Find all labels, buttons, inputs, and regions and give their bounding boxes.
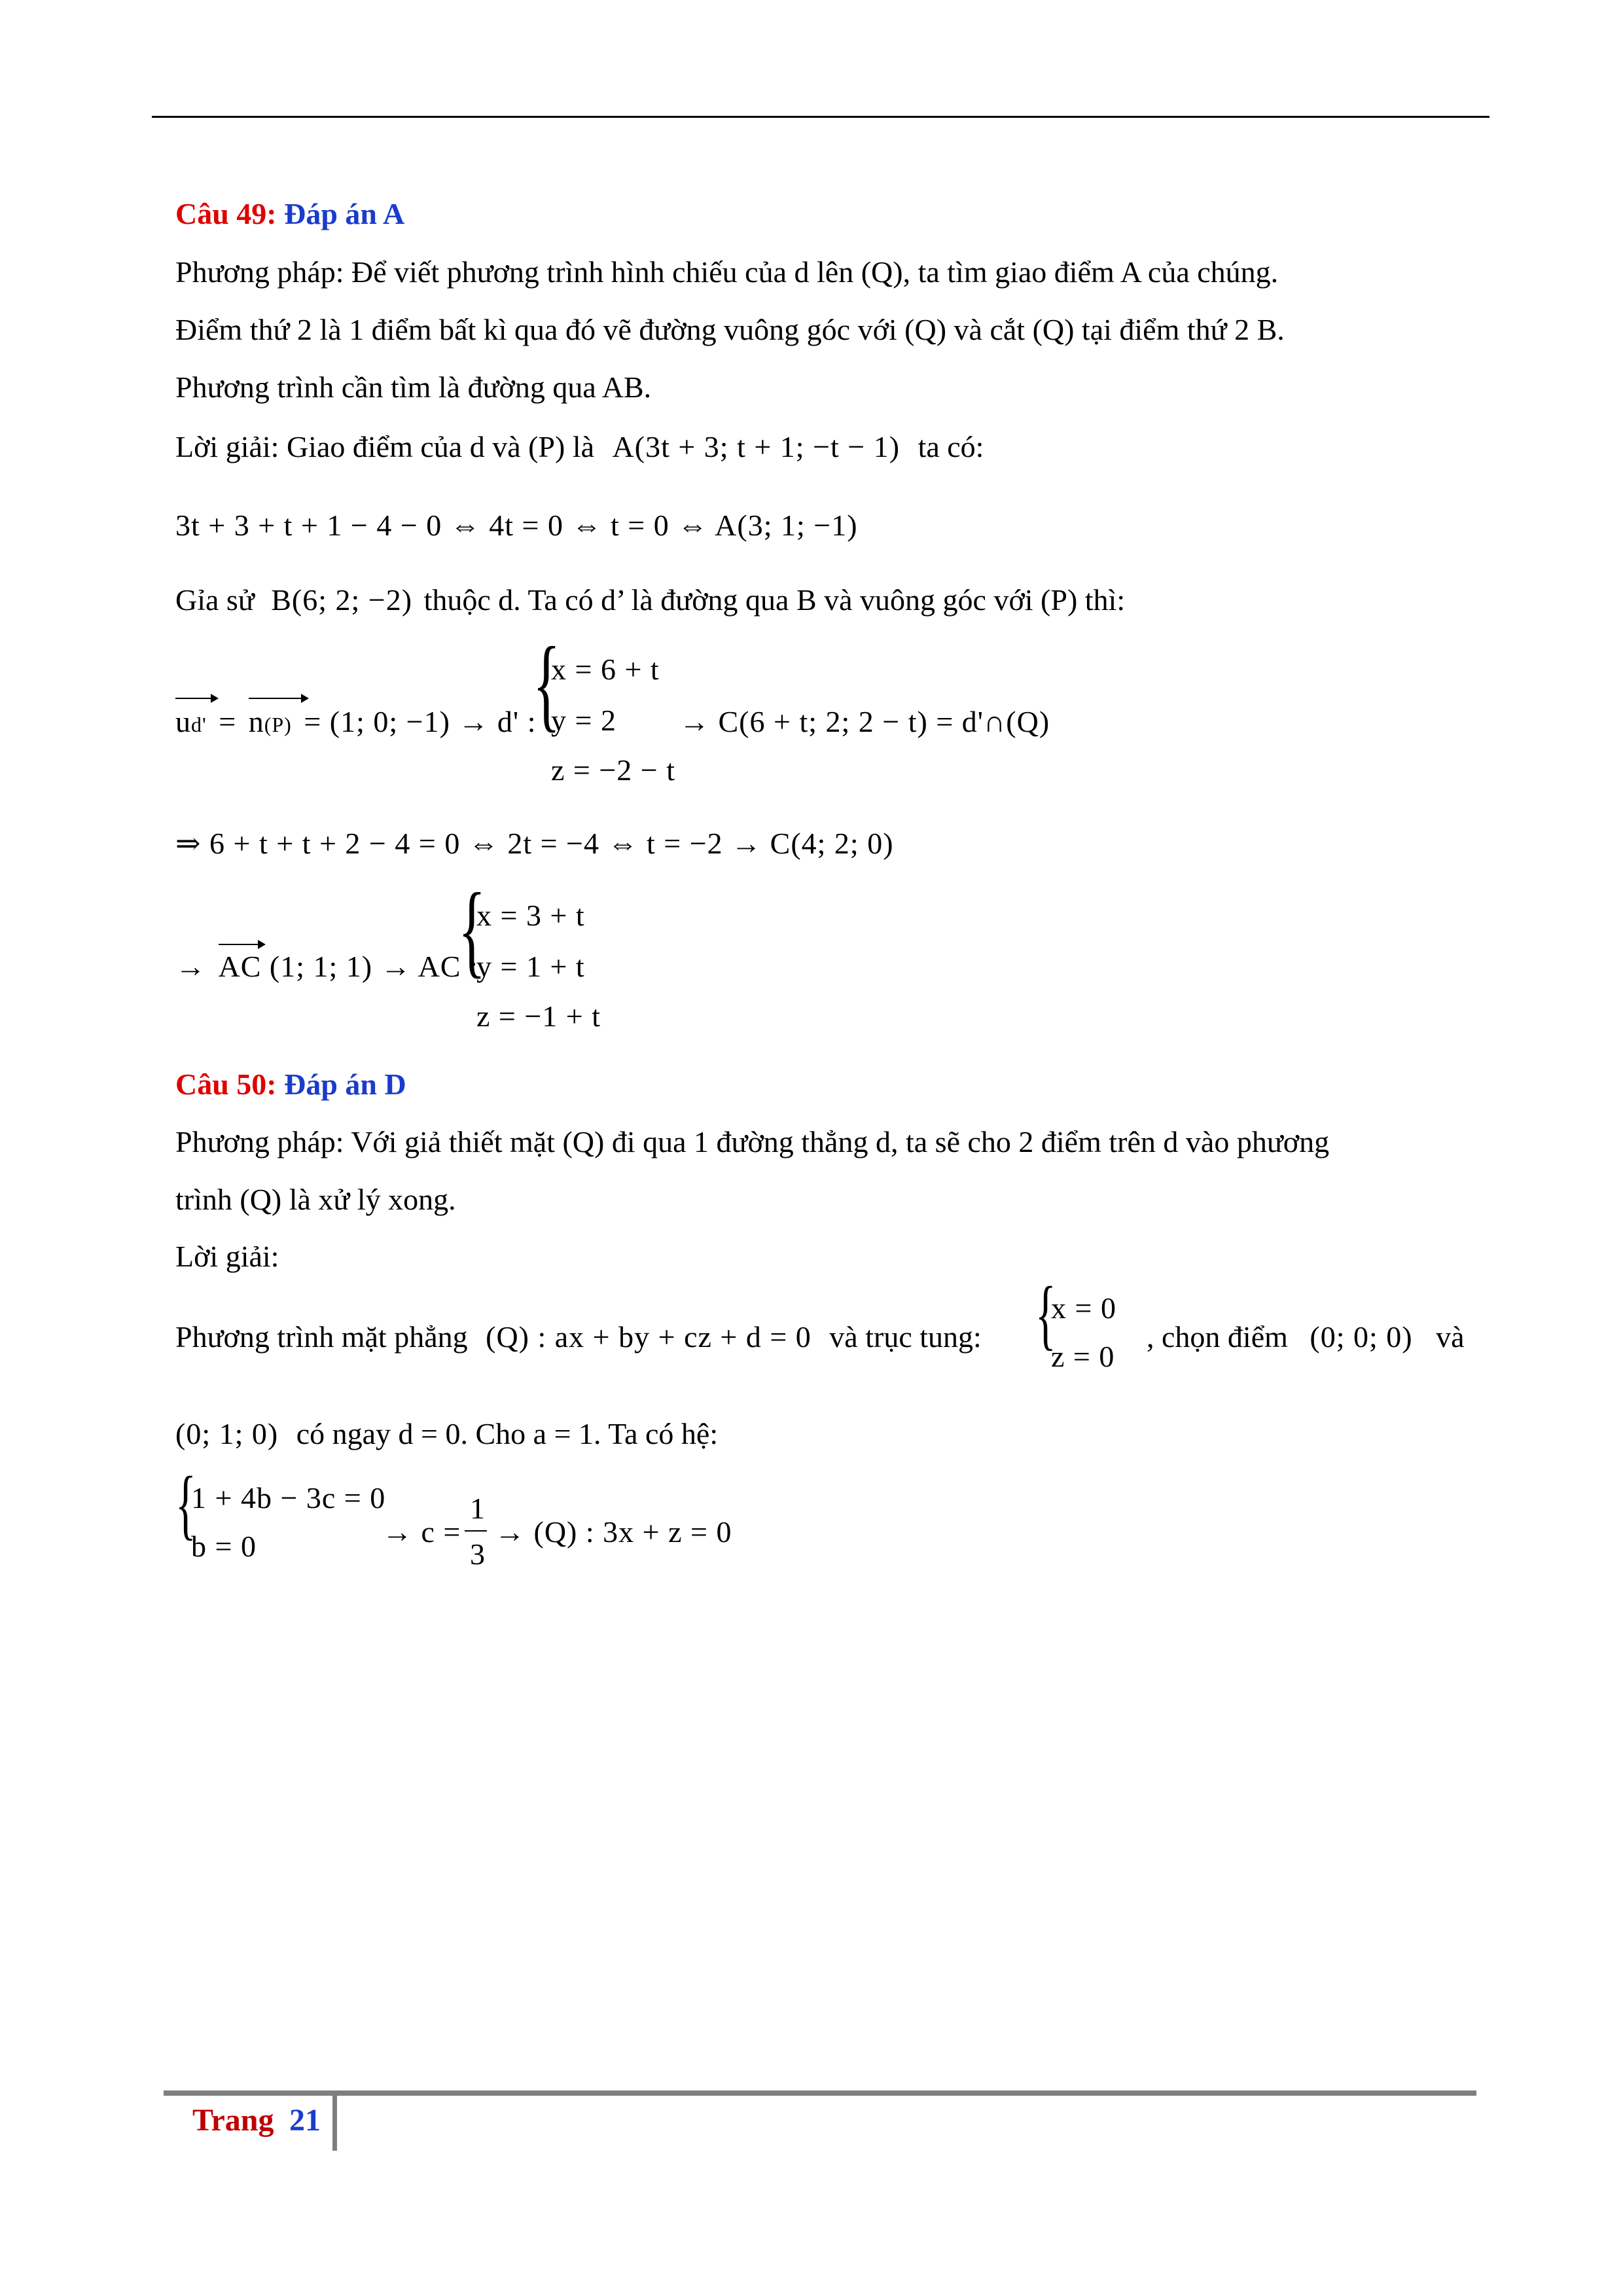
q50-line4-text: Phương trình mặt phẳng: [175, 1320, 468, 1354]
sys2-row: z = −1 + t: [476, 999, 601, 1033]
vector-n-sub: (P): [264, 713, 292, 736]
fraction-bar: [465, 1530, 487, 1532]
q50-line5-text: có ngay d = 0. Cho a = 1. Ta có hệ:: [296, 1417, 719, 1450]
sys4-row: 1 + 4b − 3c = 0: [191, 1481, 386, 1515]
q49-line5: [175, 585, 1125, 615]
q50-label: Câu 50:: [175, 1067, 277, 1101]
sys2-row: y = 1 + t: [476, 950, 585, 983]
q50-line4-and: và: [1436, 1320, 1465, 1354]
brace-icon: {: [1035, 1270, 1056, 1357]
sys2-row: x = 3 + t: [476, 899, 585, 932]
q49-answer: Đáp án A: [284, 197, 405, 230]
sys1-row: z = −2 − t: [551, 753, 676, 787]
q49-line1: Phương pháp: Để viết phương trình hình chiếu của d lên (Q), ta tìm giao điểm A của chúng.: [175, 255, 1279, 289]
sys4-row: b = 0: [191, 1530, 257, 1563]
q49-heading: [175, 199, 404, 229]
q50-line2: trình (Q) là xử lý xong.: [175, 1183, 456, 1216]
arrow-icon: →: [175, 950, 206, 983]
fraction-denominator: 3: [470, 1537, 486, 1571]
brace-icon: {: [458, 871, 486, 988]
q49-eq2-right: → C(6 + t; 2; 2 − t) = d'∩(Q): [679, 705, 1050, 738]
footer-divider: [332, 2092, 337, 2151]
q49-label: Câu 49:: [175, 197, 277, 230]
q49-point-a-param: A(3t + 3; t + 1; −t − 1): [612, 430, 901, 463]
footer-rule: [164, 2090, 1476, 2096]
q50-point-origin: (0; 0; 0): [1310, 1320, 1413, 1354]
q49-line4-text: Lời giải: Giao điểm của d và (P) là: [175, 430, 595, 463]
q50-heading: [175, 1069, 406, 1100]
q49-line3: Phương trình cần tìm là đường qua AB.: [175, 370, 652, 404]
q49-eq4-left: [175, 952, 478, 982]
q50-line3: Lời giải:: [175, 1240, 279, 1273]
fraction-one-third: [465, 1494, 488, 1570]
q50-line1: Phương pháp: Với giả thiết mặt (Q) đi qua 1 đường thẳng d, ta sẽ cho 2 điểm trên d vào phương: [175, 1125, 1330, 1158]
sys1-row: y = 2: [551, 704, 616, 737]
q49-eq4-mid: (1; 1; 1) → AC :: [269, 950, 478, 983]
vector-n: n(P): [249, 707, 292, 737]
sys3-row: z = 0: [1051, 1340, 1115, 1373]
fraction-numerator: 1: [470, 1492, 486, 1525]
q49-line2: Điểm thứ 2 là 1 điểm bất kì qua đó vẽ đường vuông góc với (Q) và cắt (Q) tại điểm thứ 2 B.: [175, 313, 1285, 346]
q50-line5: [175, 1419, 718, 1449]
vector-u: ud': [175, 707, 207, 737]
sys3-row: x = 0: [1051, 1291, 1116, 1325]
q49-line5-text: Gỉa sử: [175, 583, 255, 617]
q50-line4-choose: , chọn điểm: [1147, 1320, 1288, 1354]
q50-line4: [175, 1322, 982, 1352]
footer-page-number: 21: [289, 2103, 321, 2138]
brace-icon: {: [175, 1460, 196, 1547]
q50-answer: Đáp án D: [284, 1067, 406, 1101]
header-rule: [152, 116, 1489, 118]
q50-point-y: (0; 1; 0): [175, 1417, 279, 1450]
q49-eq3: ⇒ 6 + t + t + 2 − 4 = 0 ⇔ 2t = −4 ⇔ t = −2 → C(4; 2; 0): [175, 827, 894, 860]
q49-eq2-left: ud' = n(P) = (1; 0; −1) → d' :: [175, 707, 536, 737]
q50-eq5-b: → (Q) : 3x + z = 0: [495, 1515, 732, 1549]
q49-eq1: 3t + 3 + t + 1 − 4 − 0 ⇔ 4t = 0 ⇔ t = 0 ⇔ A(3; 1; −1): [175, 509, 858, 542]
q50-plane-eq: (Q) : ax + by + cz + d = 0: [486, 1320, 812, 1354]
sys1-row: x = 6 + t: [551, 653, 660, 686]
brace-icon: {: [533, 625, 561, 742]
vector-ac: AC: [219, 952, 262, 982]
vector-u-sub: d': [191, 713, 207, 736]
q49-eq2-mid: = (1; 0; −1) → d' :: [304, 705, 537, 738]
q50-line4-axis: và trục tung:: [829, 1320, 982, 1354]
q50-line4-right: [1147, 1322, 1465, 1352]
q49-line4-tail: ta có:: [918, 430, 984, 463]
q49-line5-tail: thuộc d. Ta có d’ là đường qua B và vuông góc với (P) thì:: [423, 583, 1126, 617]
q49-point-b: B(6; 2; −2): [271, 583, 413, 617]
q49-line4: [175, 432, 984, 462]
footer-page-label: Trang: [192, 2103, 274, 2138]
q50-eq5-a: → c =: [382, 1515, 461, 1549]
